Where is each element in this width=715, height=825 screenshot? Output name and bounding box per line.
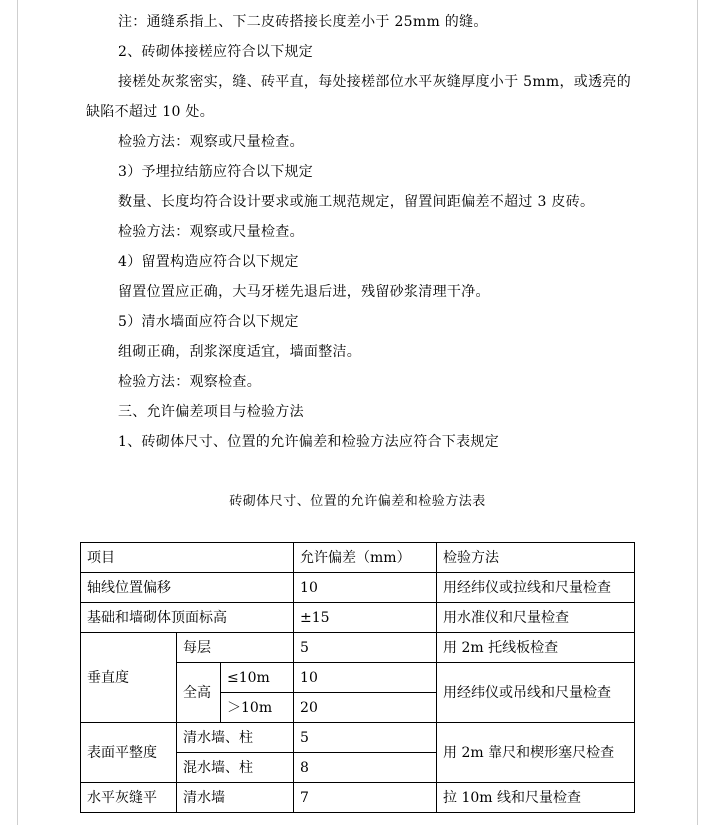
paragraph-table-intro: 1、砖砌体尺寸、位置的允许偏差和检验方法应符合下表规定 (118, 434, 500, 450)
paragraph-structure: 留置位置应正确，大马牙槎先退后进，残留砂浆清理干净。 (118, 284, 490, 300)
cell-tolerance: 5 (294, 633, 437, 663)
header-method: 检验方法 (437, 543, 635, 573)
cell-subitem: 清水墙、柱 (177, 723, 294, 753)
cell-method: 用经纬仪或拉线和尺量检查 (437, 573, 635, 603)
heading-tie-bar: 3）予埋拉结筋应符合以下规定 (118, 164, 314, 180)
table-caption: 砖砌体尺寸、位置的允许偏差和检验方法表 (229, 494, 486, 509)
paragraph-clear-wall: 组砌正确，刮浆深度适宜，墙面整洁。 (118, 344, 362, 360)
cell-item: 垂直度 (81, 633, 177, 723)
cell-method: 用 2m 靠尺和楔形塞尺检查 (437, 723, 635, 783)
cell-tolerance: 5 (294, 723, 437, 753)
cell-subitem: 清水墙 (177, 783, 294, 813)
table-row (81, 603, 635, 633)
cell-method: 用水准仪和尺量检查 (437, 603, 635, 633)
cell-subitem: 每层 (177, 633, 294, 663)
tolerance-table (80, 542, 635, 813)
inspection-method-3: 检验方法：观察检查。 (118, 374, 261, 390)
cell-item: 基础和墙砌体顶面标高 (81, 603, 294, 633)
cell-tolerance: ±15 (294, 603, 437, 633)
heading-structure: 4）留置构造应符合以下规定 (118, 254, 299, 270)
table-row (81, 573, 635, 603)
cell-range: ≤10m (221, 663, 294, 693)
table-row (81, 783, 635, 813)
table-header-row (81, 543, 635, 573)
heading-clear-wall: 5）清水墙面应符合以下规定 (118, 314, 299, 330)
paragraph-joint-detail-cont: 缺陷不超过 10 处。 (86, 104, 215, 120)
inspection-method-1: 检验方法：观察或尺量检查。 (118, 134, 304, 150)
page-left-border (17, 0, 18, 825)
cell-subitem: 混水墙、柱 (177, 753, 294, 783)
header-item: 项目 (81, 543, 294, 573)
cell-tolerance: 8 (294, 753, 437, 783)
header-tolerance: 允许偏差（mm） (294, 543, 437, 573)
cell-item: 表面平整度 (81, 723, 177, 783)
cell-range: ＞10m (221, 693, 294, 723)
cell-tolerance: 10 (294, 663, 437, 693)
note-line: 注：通缝系指上、下二皮砖搭接长度差小于 25mm 的缝。 (118, 14, 488, 30)
cell-item: 水平灰缝平 (81, 783, 177, 813)
table-row (81, 633, 635, 663)
heading-joint-rule: 2、砖砌体接槎应符合以下规定 (118, 44, 314, 60)
cell-method: 拉 10m 线和尺量检查 (437, 783, 635, 813)
cell-tolerance: 10 (294, 573, 437, 603)
page-right-border (697, 0, 698, 825)
cell-method: 用经纬仪或吊线和尺量检查 (437, 663, 635, 723)
inspection-method-2: 检验方法：观察或尺量检查。 (118, 224, 304, 240)
section-heading-tolerance: 三、允许偏差项目与检验方法 (118, 404, 304, 420)
cell-subitem: 全高 (177, 663, 221, 723)
cell-item: 轴线位置偏移 (81, 573, 294, 603)
cell-method: 用 2m 托线板检查 (437, 633, 635, 663)
paragraph-joint-detail: 接槎处灰浆密实，缝、砖平直，每处接槎部位水平灰缝厚度小于 5mm，或透亮的 (118, 74, 632, 90)
cell-tolerance: 20 (294, 693, 437, 723)
cell-tolerance: 7 (294, 783, 437, 813)
paragraph-tie-bar: 数量、长度均符合设计要求或施工规范规定，留置间距偏差不超过 3 皮砖。 (118, 194, 595, 210)
table-row (81, 723, 635, 753)
